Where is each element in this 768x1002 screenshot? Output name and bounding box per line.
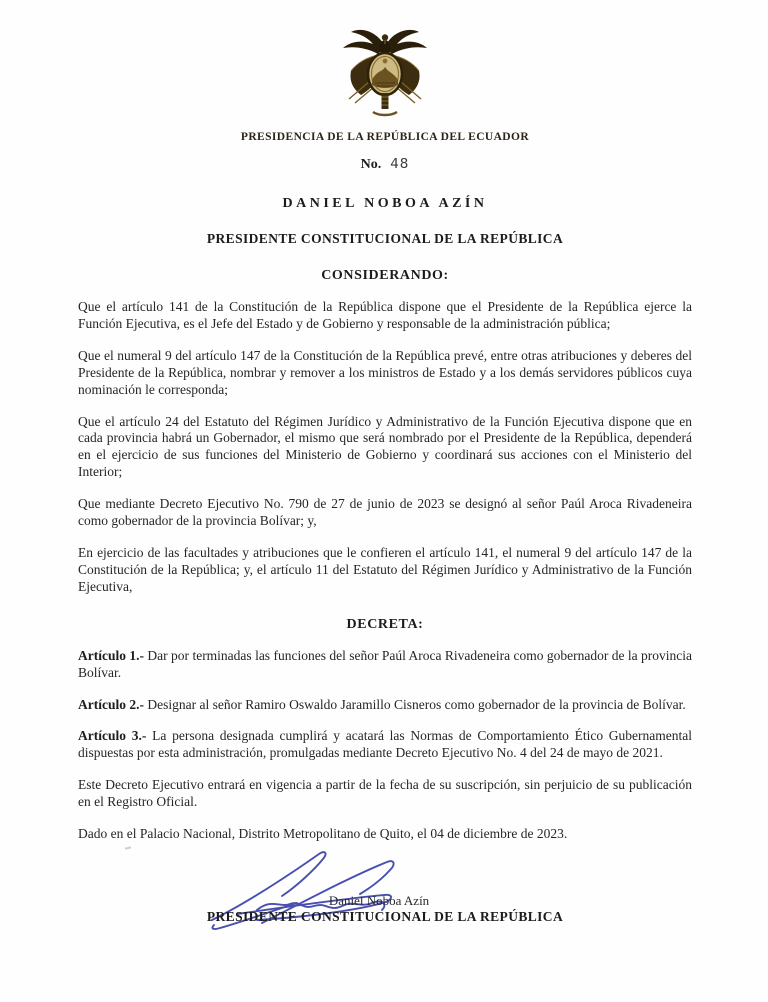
article-3-label: Artículo 3.- [78, 728, 147, 744]
article-1-text: Dar por terminadas las funciones del señor Paúl Aroca Rivadeneira como gobernador de la provincia Bolívar. [78, 647, 693, 680]
decreta-heading: DECRETA: [346, 616, 424, 632]
dado-line: Dado en el Palacio Nacional, Distrito Metropolitano de Quito, el 04 de diciembre de 2023. [78, 826, 568, 842]
considerando-heading: CONSIDERANDO: [321, 268, 449, 283]
considerando-paragraph: En ejercicio de las facultades y atribuciones que le confieren el artículo 141, el numeral 9 del artículo 147 de la Constitución de la República; y, el artículo 11 del Estatuto del Régimen Jurídico y Administrativo de la Función Ejecutiva, [78, 544, 692, 594]
organization-name: PRESIDENCIA DE LA REPÚBLICA DEL ECUADOR [240, 131, 530, 143]
president-title-heading: PRESIDENTE CONSTITUCIONAL DE LA REPÚBLICA [206, 231, 564, 246]
article-3 [78, 728, 692, 762]
article-1-label: Artículo 1.- [78, 647, 145, 663]
ecuador-coat-of-arms-icon [335, 27, 435, 119]
signer-name: Daniel Noboa Azín [328, 892, 430, 908]
document-number-value: 48 [390, 156, 410, 172]
considerando-paragraph: Que el artículo 141 de la Constitución de la República dispone que el Presidente de la República ejerce la Función Ejecutiva, es el Jefe del Estado y de Gobierno y responsable de la administración pública; [78, 299, 692, 331]
emblem-container [78, 27, 692, 124]
closing-paragraph: Este Decreto Ejecutivo entrará en vigencia a partir de la fecha de su suscripción, sin perjuicio de su publicación en el Registro Oficial. [78, 777, 692, 810]
signature-block [78, 845, 692, 940]
president-name-heading: DANIEL NOBOA AZÍN [282, 196, 488, 211]
considerando-paragraph: Que el numeral 9 del artículo 147 de la Constitución de la República prevé, entre otras atribuciones y deberes del Presidente de la República, nombrar y remover a los ministros de Estado y a los demás servidores públicos cuya nominación le corresponda; [78, 347, 692, 397]
article-3-text: La persona designada cumplirá y acatará las Normas de Comportamiento Ético Gubernamental dispuestas por esta administración, promulgadas mediante Decreto Ejecutivo No. 4 del 24 de mayo de 2021. [78, 728, 693, 761]
article-2-text: Designar al señor Ramiro Oswaldo Jaramillo Cisneros como gobernador de la provincia de Bolívar. [147, 696, 686, 712]
considerando-paragraph: Que el artículo 24 del Estatuto del Régimen Jurídico y Administrativo de la Función Ejecutiva dispone que en cada provincia habrá un Gobernador, el mismo que será nombrado por el Presidente de la República, dependerá en el ejercicio de sus funciones del Ministerio de Gobierno y coordinará sus acciones con el Ministerio del Interior; [78, 413, 692, 480]
article-1 [78, 648, 692, 682]
signer-title: PRESIDENTE CONSTITUCIONAL DE LA REPÚBLICA [206, 908, 564, 924]
document-number-label: No. [360, 157, 382, 172]
article-2-label: Artículo 2.- [78, 696, 144, 712]
document-number-line [78, 156, 692, 173]
article-2 [78, 697, 692, 714]
considerando-paragraph: Que mediante Decreto Ejecutivo No. 790 de 27 de junio de 2023 se designó al señor Paúl Aroca Rivadeneira como gobernador de la provincia Bolívar; y, [78, 496, 692, 529]
